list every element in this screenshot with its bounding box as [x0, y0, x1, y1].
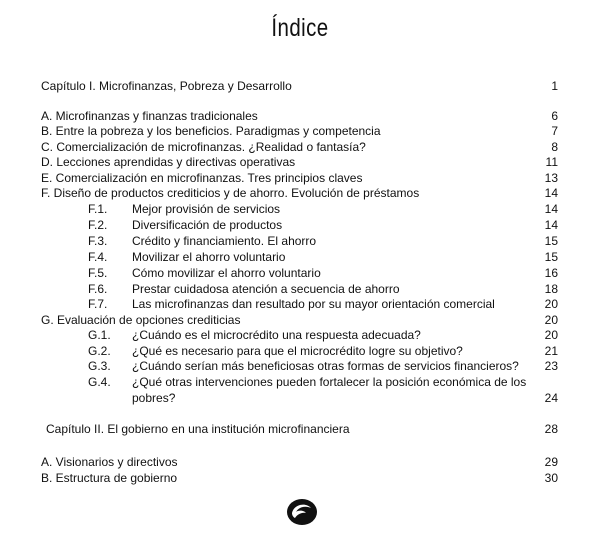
toc-entry-page: 24 — [544, 391, 558, 405]
toc-entry-text: F. Diseño de productos crediticios y de ahorro. Evolución de préstamos — [41, 186, 420, 200]
page-title: Índice — [271, 14, 329, 42]
toc-entry-page: 20 — [544, 328, 558, 342]
toc-entry-text: Capítulo I. Microfinanzas, Pobreza y Desarrollo — [41, 79, 292, 93]
toc-entry-text: pobres? — [132, 391, 176, 405]
toc-entry-page: 7 — [551, 124, 558, 138]
toc-entry-page: 20 — [544, 297, 558, 311]
toc-entry-code: G.1. — [88, 328, 111, 342]
toc-entry-code: F.1. — [88, 202, 108, 216]
toc-entry-page: 11 — [545, 155, 558, 169]
swirl-logo-icon — [286, 498, 318, 526]
toc-entry-text: A. Microfinanzas y finanzas tradicionales — [41, 109, 258, 123]
toc-entry-page: 14 — [544, 218, 558, 232]
toc-entry-code: G.2. — [88, 344, 111, 358]
toc-entry-code: F.5. — [88, 266, 108, 280]
toc-entry-page: 21 — [544, 344, 558, 358]
toc-entry-page: 6 — [551, 109, 558, 123]
toc-entry-text: ¿Cuándo es el microcrédito una respuesta adecuada? — [132, 328, 421, 342]
toc-entry-page: 23 — [544, 359, 558, 373]
toc-entry-text: G. Evaluación de opciones crediticias — [41, 313, 241, 327]
toc-entry-text: B. Entre la pobreza y los beneficios. Paradigmas y competencia — [41, 124, 381, 138]
toc-entry-page: 8 — [551, 140, 558, 154]
toc-entry-text: C. Comercialización de microfinanzas. ¿Realidad o fantasía? — [41, 140, 366, 154]
toc-entry-page: 14 — [544, 186, 558, 200]
toc-entry-text: A. Visionarios y directivos — [41, 455, 178, 469]
toc-entry-text: Movilizar el ahorro voluntario — [132, 250, 286, 264]
toc-entry-text: Crédito y financiamiento. El ahorro — [132, 234, 317, 248]
toc-entry-page: 16 — [544, 266, 558, 280]
toc-entry-text: Diversificación de productos — [132, 218, 283, 232]
toc-entry-page: 28 — [544, 422, 558, 436]
toc-entry-page: 30 — [544, 471, 558, 485]
toc-entry-page: 13 — [544, 171, 558, 185]
toc-entry-text: Mejor provisión de servicios — [132, 202, 281, 216]
toc-entry-page: 15 — [544, 250, 558, 264]
toc-entry-page: 1 — [551, 79, 558, 93]
toc-entry-text: ¿Qué otras intervenciones pueden fortalecer la posición económica de los — [132, 375, 527, 389]
toc-entry-text: ¿Qué es necesario para que el microcrédito logre su objetivo? — [132, 344, 463, 358]
toc-entry-text: E. Comercialización en microfinanzas. Tres principios claves — [41, 171, 363, 185]
toc-entry-page: 15 — [544, 234, 558, 248]
toc-entry-text: B. Estructura de gobierno — [41, 471, 178, 485]
toc-entry-code: F.7. — [88, 297, 108, 311]
toc-entry-page: 18 — [544, 282, 558, 296]
toc-entry-text: Las microfinanzas dan resultado por su mayor orientación comercial — [132, 297, 495, 311]
toc-entry-code: F.3. — [88, 234, 108, 248]
toc-entry-text: D. Lecciones aprendidas y directivas operativas — [41, 155, 296, 169]
toc-entry-code: F.6. — [88, 282, 108, 296]
toc-entry-code: G.4. — [88, 375, 111, 389]
toc-entry-text: Cómo movilizar el ahorro voluntario — [132, 266, 321, 280]
toc-entry-code: G.3. — [88, 359, 111, 373]
toc-entry-text: Prestar cuidadosa atención a secuencia de ahorro — [132, 282, 400, 296]
toc-entry-page: 20 — [544, 313, 558, 327]
toc-entry-code: F.2. — [88, 218, 108, 232]
toc-entry-text: Capítulo II. El gobierno en una institución microfinanciera — [46, 422, 350, 436]
toc-entry-code: F.4. — [88, 250, 108, 264]
toc-entry-page: 14 — [544, 202, 558, 216]
toc-entry-text: ¿Cuándo serían más beneficiosas otras formas de servicios financieros? — [132, 359, 519, 373]
toc-entry-page: 29 — [544, 455, 558, 469]
